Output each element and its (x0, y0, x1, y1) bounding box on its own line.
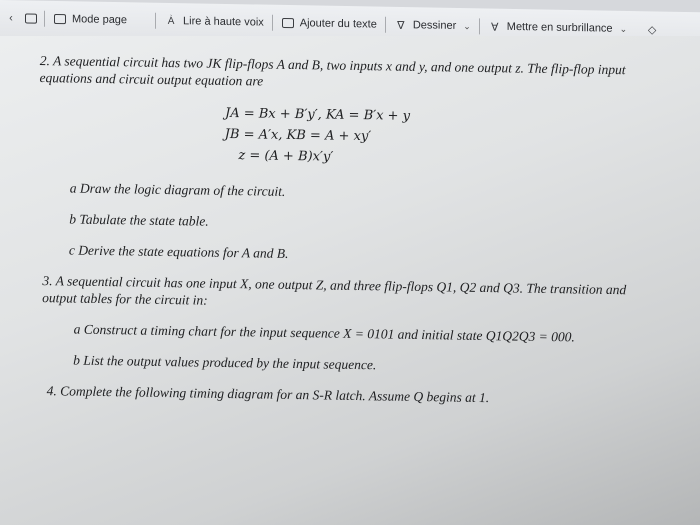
toolbar-divider (272, 15, 273, 31)
eraser-icon: ◇ (647, 23, 657, 36)
add-text-label: Ajouter du texte (299, 17, 377, 31)
toolbar-divider (44, 11, 45, 27)
draw-label: Dessiner (412, 19, 457, 32)
page-mode-label: Mode page (72, 13, 128, 27)
chevron-down-icon[interactable]: ⌄ (463, 20, 471, 31)
question-3b: b List the output values produced by the input sequence. (73, 352, 377, 373)
equation-block (224, 103, 639, 172)
reading-view-button[interactable] (20, 6, 42, 30)
equation-z: z = (A + B)x′y′ (238, 148, 334, 165)
chevron-left-icon: ‹ (9, 12, 13, 25)
toolbar-divider (385, 17, 386, 33)
chevron-down-icon[interactable]: ⌄ (619, 23, 628, 34)
page-icon (53, 12, 67, 26)
question-2b: b Tabulate the state table. (69, 211, 209, 229)
add-text-button[interactable] (275, 11, 383, 37)
question-3a: a Construct a timing chart for the input sequence X = 0101 and initial state Q1Q2Q3 = 000. (73, 321, 575, 345)
document-page (0, 36, 700, 525)
reading-view-icon (24, 11, 38, 25)
question-2a: a Draw the logic diagram of the circuit. (69, 180, 286, 199)
read-aloud-icon: A͗ (167, 15, 175, 27)
question-2-intro: 2. A sequential circuit has two JK flip-flops A and B, two inputs x and y, and one output z. The flip-flop input equations and circuit output equation are (39, 52, 626, 89)
add-text-icon (281, 16, 295, 30)
draw-button[interactable] (388, 13, 477, 39)
equation-ja-ka: JA = Bx + B′y′, KA = B′x + y (224, 105, 411, 124)
question-4: 4. Complete the following timing diagram for an S-R latch. Assume Q begins at 1. (46, 383, 490, 406)
read-aloud-button[interactable] (158, 9, 270, 35)
page-mode-button[interactable] (47, 7, 133, 33)
highlight-label: Mettre en surbrillance (506, 20, 613, 35)
document-content (35, 52, 640, 408)
toolbar-divider (479, 18, 480, 34)
question-2c: c Derive the state equations for A and B. (68, 242, 289, 261)
toolbar-divider (155, 13, 156, 29)
left-arrow-button[interactable] (0, 6, 20, 30)
read-aloud-label: Lire à haute voix (183, 15, 264, 29)
question-3-intro: 3. A sequential circuit has one input X, one output Z, and three flip-flops Q1, Q2 and Q3. The transition and output tables for the circuit in: (42, 273, 627, 308)
equation-jb-kb: JB = A′x, KB = A + xy′ (224, 126, 372, 145)
draw-icon: ∇ (397, 19, 405, 32)
highlight-icon: ∀ (491, 21, 499, 34)
